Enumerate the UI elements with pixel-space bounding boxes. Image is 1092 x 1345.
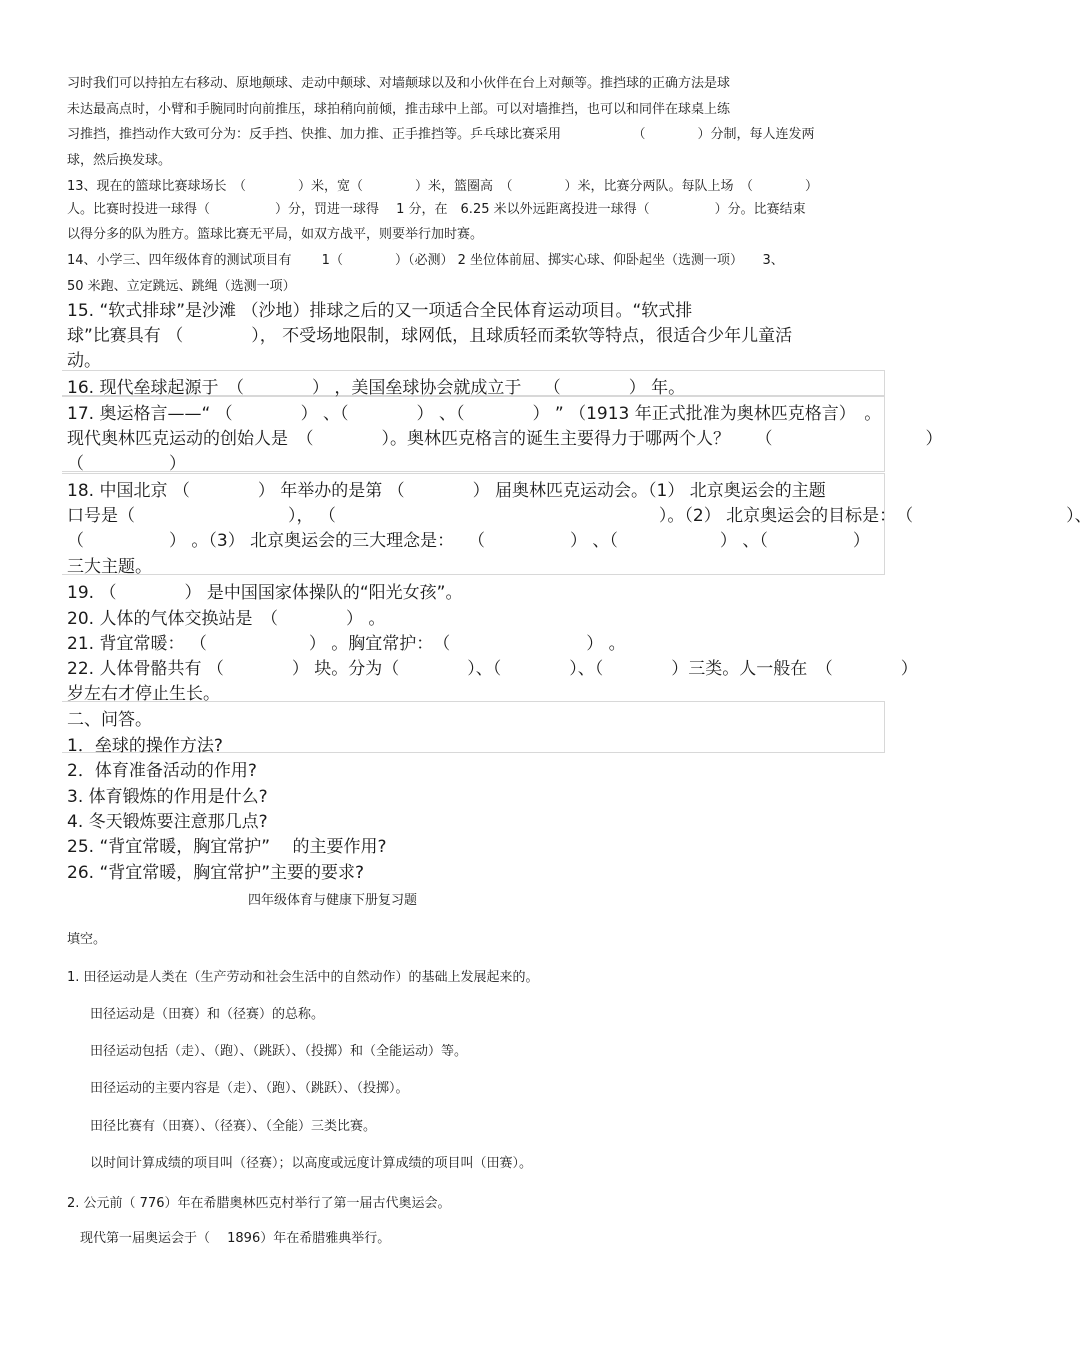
text-line: 2. 公元前（ 776）年在希腊奥林匹克村举行了第一届古代奥运会。 <box>67 1196 451 1211</box>
text-line: 15. “软式排球”是沙滩 （沙地）排球之后的又一项适合全民体育运动项目。“软式排 <box>67 301 693 321</box>
text-line: 以时间计算成绩的项目叫（径赛）；以高度或远度计算成绩的项目叫（田赛）。 <box>90 1156 533 1171</box>
text-line: 19. （ ） 是中国国家体操队的“阳光女孩”。 <box>67 583 463 603</box>
text-line: 20. 人体的气体交换站是 （ ） 。 <box>67 609 386 629</box>
question-item: 1．垒球的操作方法? <box>67 736 223 756</box>
text-line: 田径运动是（田赛）和（径赛）的总称。 <box>90 1007 325 1022</box>
question-item: 25. “背宜常暖，胸宜常护” 的主要作用? <box>67 837 387 857</box>
text-line: 田径运动包括（走）、（跑）、（跳跃）、（投掷）和（全能运动）等。 <box>90 1044 468 1059</box>
text-line: 现代第一届奥运会于（ 1896）年在希腊雅典举行。 <box>80 1231 391 1246</box>
section-heading: 二、问答。 <box>67 710 152 730</box>
text-line: 未达最高点时，小臂和手腕同时向前推压，球拍稍向前倾，推击球中上部。可以对墙推挡，也可以和同伴在球桌上练 <box>67 102 731 117</box>
text-line: 人。比赛时投进一球得（ ）分，罚进一球得 1 分，在 6.25 米以外远距离投进一球得（ ）分。比赛结束 <box>67 202 806 217</box>
section-title: 四年级体育与健康下册复习题 <box>248 893 418 908</box>
text-line: 口号是（ ）， （ ）。（2） 北京奥运会的目标是： （ ）、 <box>67 506 1092 526</box>
text-line: 岁左右才停止生长。 <box>67 684 220 704</box>
text-line: 习时我们可以持拍左右移动、原地颠球、走动中颠球、对墙颠球以及和小伙伴在台上对颠等。推挡球的正确方法是球 <box>67 76 731 91</box>
text-line: 1. 田径运动是人类在（生产劳动和社会生活中的自然动作）的基础上发展起来的。 <box>67 970 539 985</box>
text-line: 现代奥林匹克运动的创始人是 （ ）。奥林匹克格言的诞生主要得力于哪两个人？ （ ） <box>67 429 943 449</box>
text-line: （ ） <box>67 454 186 474</box>
text-line: 17. 奥运格言——“ （ ） 、（ ） 、（ ） ” （1913 年正式批准为奥林匹克格言） 。 <box>67 404 882 424</box>
text-line: 以得分多的队为胜方。篮球比赛无平局，如双方战平，则要举行加时赛。 <box>67 227 484 242</box>
fill-heading: 填空。 <box>67 932 107 947</box>
text-line: 习推挡，推挡动作大致可分为：反手挡、快推、加力推、正手推挡等。乒乓球比赛采用 （ ）分制，每人连发两 <box>67 127 815 142</box>
question-item: 26. “背宜常暖，胸宜常护”主要的要求? <box>67 863 365 883</box>
text-line: 球”比赛具有 （ ）， 不受场地限制，球网低，且球质轻而柔软等特点，很适合少年儿童活 <box>67 326 793 346</box>
question-item: 4. 冬天锻炼要注意那几点? <box>67 812 268 832</box>
question-item: 3. 体育锻炼的作用是什么? <box>67 787 268 807</box>
text-line: 田径运动的主要内容是（走）、（跑）、（跳跃）、（投掷）。 <box>90 1081 409 1096</box>
text-line: （ ） 。（3） 北京奥运会的三大理念是： （ ） 、（ ） 、（ ） <box>67 531 870 551</box>
text-line: 50 米跑、立定跳远、跳绳（选测一项） <box>67 279 296 294</box>
text-line: 22. 人体骨骼共有 （ ） 块。分为（ ）、（ ）、（ ）三类。人一般在 （ ） <box>67 659 918 679</box>
text-line: 21. 背宜常暖： （ ） 。胸宜常护： （ ） 。 <box>67 634 626 654</box>
text-line: 13、现在的篮球比赛球场长 （ ）米，宽（ ）米，篮圈高 （ ）米，比赛分两队。每队上场 （ ） <box>67 179 819 194</box>
text-line: 田径比赛有（田赛）、（径赛）、（全能）三类比赛。 <box>90 1119 377 1134</box>
text-line: 16. 现代垒球起源于 （ ） ，美国垒球协会就成立于 （ ） 年。 <box>67 378 686 398</box>
question-item: 2．体育准备活动的作用? <box>67 761 257 781</box>
text-line: 动。 <box>67 351 101 371</box>
text-line: 18. 中国北京 （ ） 年举办的是第 （ ） 届奥林匹克运动会。（1） 北京奥运会的主题 <box>67 481 826 501</box>
text-line: 14、小学三、四年级体育的测试项目有 1（ ）（必测） 2 坐位体前屈、掷实心球、仰卧起坐（选测一项） 3、 <box>67 253 784 268</box>
text-line: 三大主题。 <box>67 557 152 577</box>
text-line: 球，然后换发球。 <box>67 153 172 168</box>
